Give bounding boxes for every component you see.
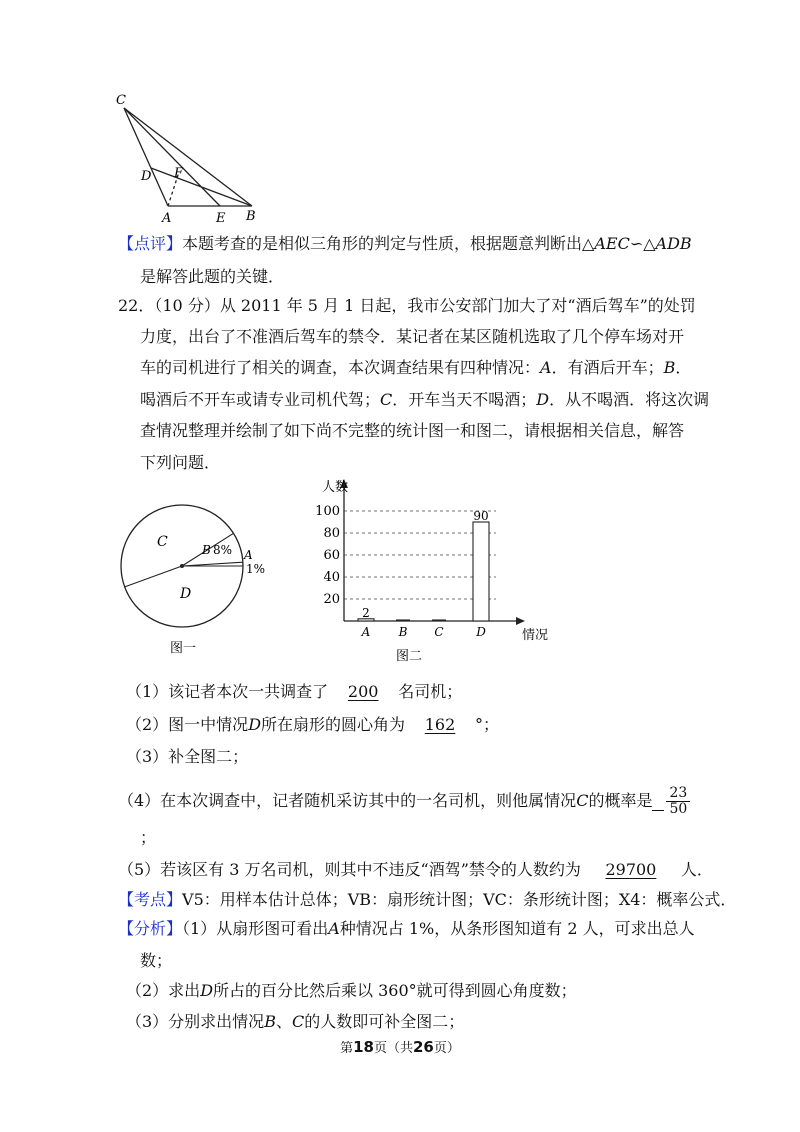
kaodian-tag: 【考点】 — [118, 890, 183, 909]
x-axis-arrow — [516, 617, 525, 625]
sub-question-2: （2）图一中情况D所在扇形的圆心角为 162 °； — [126, 715, 500, 734]
pie-slice-label-b: B — [202, 543, 211, 557]
question-line-2: 力度，出台了不准酒后驾车的禁令．某记者在某区随机选取了几个停车场对开 — [140, 327, 685, 346]
fenxi-line-2: （2）求出D所占的百分比然后乘以 360°就可得到圆心角度数； — [126, 981, 577, 1000]
point-label-c: C — [116, 93, 126, 108]
segment-ca — [124, 108, 168, 206]
point-label-b: B — [246, 209, 256, 224]
page-number: 18 — [353, 1038, 374, 1056]
pie-boundary-a-b — [182, 562, 243, 566]
point-label-d: D — [141, 169, 152, 184]
question-line-6: 下列问题． — [140, 453, 221, 472]
answer-2: 162 — [424, 715, 456, 734]
pie-caption: 图一 — [170, 641, 197, 656]
pie-center — [180, 564, 184, 568]
answer-1: 200 — [347, 682, 379, 701]
question-line-4: 喝酒后不开车或请专业司机代驾；C．开车当天不喝酒；D．从不喝酒．将这次调 — [140, 390, 710, 409]
total-pages: 26 — [413, 1038, 434, 1056]
x-axis-title: 情况 — [522, 628, 549, 643]
pie-slice-label-a: A — [244, 548, 253, 562]
geometry-figure — [110, 88, 270, 228]
sub-question-3: （3）补全图二； — [126, 747, 249, 766]
fenxi-line-1: 【分析】（1）从扇形图可看出A种情况占 1%，从条形图知道有 2 人，可求出总人 — [118, 919, 695, 938]
bar-caption: 图二 — [396, 649, 423, 664]
point-label-e: E — [216, 211, 226, 226]
sub-question-4-end: ； — [140, 828, 157, 847]
pie-slice-label-d: D — [180, 586, 192, 602]
sub-question-5: （5）若该区有 3 万名司机，则其中不违反“酒驾”禁令的人数约为 29700 人． — [118, 860, 713, 879]
review-line-2: 是解答此题的关键． — [140, 267, 285, 286]
pie-chart — [112, 500, 272, 670]
pie-slice-value-b: 8% — [213, 543, 233, 557]
pie-slice-value-a: 1% — [246, 562, 266, 576]
x-tick-C: C — [434, 625, 444, 639]
fenxi-tag: 【分析】 — [118, 919, 183, 938]
y-tick-100: 100 — [315, 504, 340, 519]
sub-question-1: （1）该记者本次一共调查了 200 名司机； — [126, 682, 463, 701]
kaodian-line: 【考点】V5：用样本估计总体；VB：扇形统计图；VC：条形统计图；X4：概率公式． — [118, 890, 737, 909]
answer-4-fraction: $\frac{23}{50}$ — [666, 786, 690, 817]
x-tick-A: A — [361, 625, 371, 639]
y-tick-20: 20 — [323, 592, 340, 607]
bar-data-label-A: 2 — [362, 605, 370, 620]
pie-boundary-c-d — [125, 566, 182, 587]
question-number: 22． — [118, 296, 155, 315]
question-line-3: 车的司机进行了相关的调查，本次调查结果有四种情况：A．有酒后开车；B． — [140, 358, 692, 377]
page-footer: 第18页（共26页） — [340, 1038, 460, 1056]
answer-5: 29700 — [605, 860, 657, 879]
segment-ce — [124, 108, 220, 206]
sub-question-4: （4）在本次调查中，记者随机采访其中的一名司机，则他属情况C的概率是 $\frac{23}{50}$ — [118, 783, 690, 819]
review-tag: 【点评】 — [118, 234, 183, 253]
point-label-f: F — [174, 166, 184, 181]
point-label-a: A — [162, 211, 172, 226]
segment-cb — [124, 108, 252, 206]
fenxi-line-1-cont: 数； — [140, 951, 173, 970]
y-tick-80: 80 — [323, 526, 340, 541]
pie-slice-label-c: C — [157, 534, 168, 550]
y-axis-title: 人数 — [322, 480, 349, 495]
x-tick-D: D — [476, 625, 486, 639]
bar-D — [473, 522, 489, 621]
bar-chart — [300, 470, 570, 670]
bar-data-label-D: 90 — [473, 509, 489, 523]
review-line-1: 【点评】本题考查的是相似三角形的判定与性质，根据题意判断出△AEC∽△ADB — [118, 234, 692, 253]
y-tick-60: 60 — [323, 548, 340, 563]
fenxi-line-3: （3）分别求出情况B、C的人数即可补全图二； — [126, 1012, 465, 1031]
question-line-5: 查情况整理并绘制了如下尚不完整的统计图一和图二，请根据相关信息，解答 — [140, 421, 685, 440]
x-tick-B: B — [398, 625, 408, 639]
question-line-1: 22．（10 分）从 2011 年 5 月 1 日起，我市公安部门加大了对“酒后驾车”的处罚 — [118, 296, 696, 315]
y-tick-40: 40 — [323, 570, 340, 585]
